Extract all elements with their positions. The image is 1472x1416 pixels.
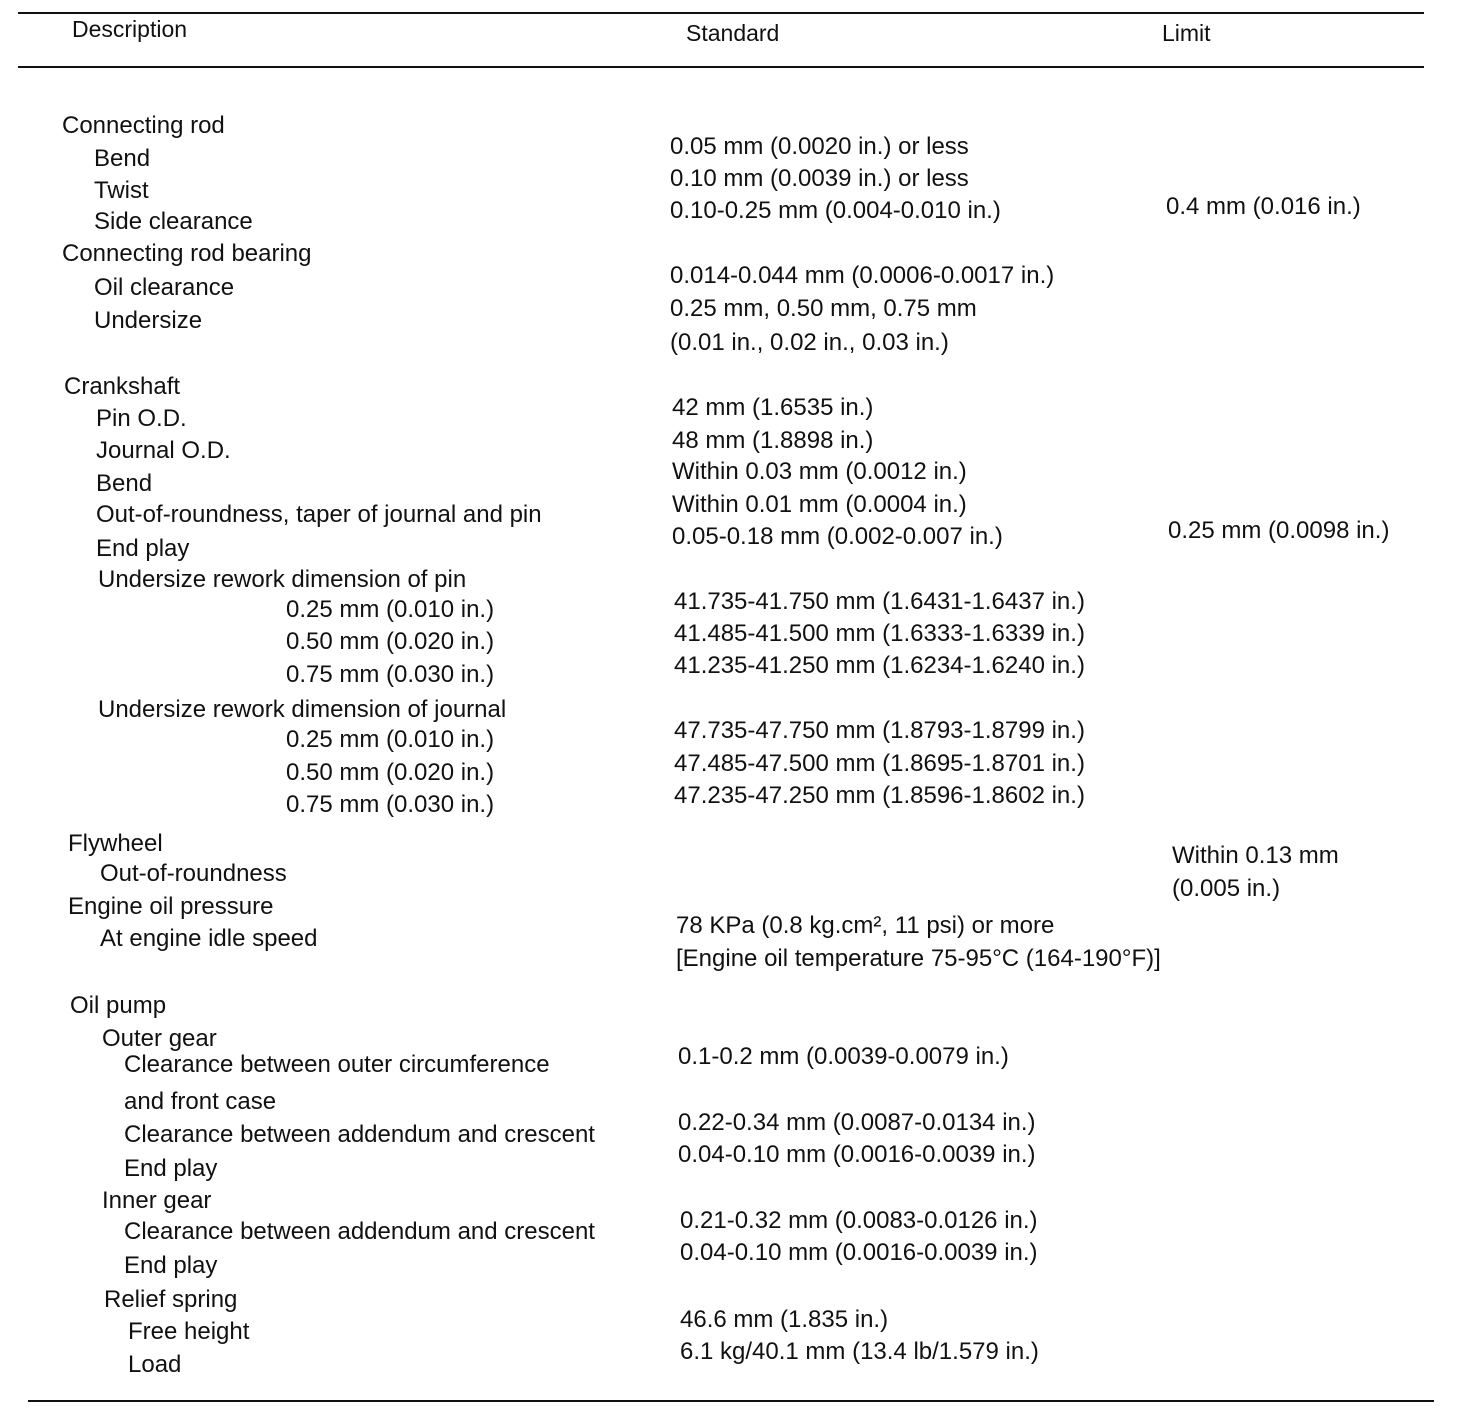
- standard-value: 42 mm (1.6535 in.): [672, 394, 874, 421]
- row-label: Flywheel: [68, 830, 163, 857]
- standard-value: (0.01 in., 0.02 in., 0.03 in.): [670, 329, 949, 356]
- bottom-rule: [28, 1400, 1434, 1402]
- standard-value: 41.235-41.250 mm (1.6234-1.6240 in.): [674, 652, 1085, 679]
- header-limit: Limit: [1162, 20, 1211, 46]
- standard-value: 41.735-41.750 mm (1.6431-1.6437 in.): [674, 588, 1085, 615]
- row-label: Out-of-roundness: [100, 860, 287, 887]
- row-label: 0.75 mm (0.030 in.): [286, 791, 495, 818]
- row-label: End play: [124, 1252, 218, 1279]
- row-label: 0.25 mm (0.010 in.): [286, 726, 495, 753]
- standard-value: 48 mm (1.8898 in.): [672, 427, 874, 454]
- standard-value: 0.04-0.10 mm (0.0016-0.0039 in.): [680, 1239, 1038, 1266]
- row-label: Oil clearance: [94, 274, 235, 301]
- standard-value: 0.05-0.18 mm (0.002-0.007 in.): [672, 523, 1003, 550]
- standard-value: 0.25 mm, 0.50 mm, 0.75 mm: [670, 295, 977, 322]
- standard-value: [Engine oil temperature 75-95°C (164-190°F)]: [676, 945, 1161, 972]
- standard-value: 78 KPa (0.8 kg.cm², 11 psi) or more: [676, 912, 1055, 939]
- row-label: Undersize rework dimension of journal: [98, 696, 507, 723]
- row-label: Oil pump: [70, 992, 167, 1019]
- row-label: At engine idle speed: [100, 925, 318, 952]
- row-label: Pin O.D.: [96, 405, 187, 432]
- standard-value: 47.485-47.500 mm (1.8695-1.8701 in.): [674, 750, 1085, 777]
- standard-value: 47.735-47.750 mm (1.8793-1.8799 in.): [674, 717, 1085, 744]
- row-label: Connecting rod: [62, 112, 225, 139]
- row-label: Side clearance: [94, 208, 253, 235]
- standard-value: 41.485-41.500 mm (1.6333-1.6339 in.): [674, 620, 1085, 647]
- row-label: Out-of-roundness, taper of journal and pin: [96, 501, 542, 528]
- row-label: Journal O.D.: [96, 437, 231, 464]
- standard-value: 0.05 mm (0.0020 in.) or less: [670, 133, 969, 160]
- row-label: Bend: [94, 145, 151, 172]
- standard-value: 0.1-0.2 mm (0.0039-0.0079 in.): [678, 1043, 1009, 1070]
- row-label: 0.75 mm (0.030 in.): [286, 661, 495, 688]
- row-label: End play: [124, 1155, 218, 1182]
- standard-value: 6.1 kg/40.1 mm (13.4 lb/1.579 in.): [680, 1338, 1039, 1365]
- row-label: Outer gear: [102, 1025, 217, 1052]
- standard-value: 0.04-0.10 mm (0.0016-0.0039 in.): [678, 1141, 1036, 1168]
- row-label: and front case: [124, 1088, 277, 1115]
- limit-value: 0.25 mm (0.0098 in.): [1168, 517, 1390, 544]
- row-label: 0.25 mm (0.010 in.): [286, 596, 495, 623]
- row-label: Undersize: [94, 307, 203, 334]
- row-label: Twist: [94, 177, 149, 204]
- row-label: Clearance between addendum and crescent: [124, 1121, 595, 1148]
- standard-value: Within 0.03 mm (0.0012 in.): [672, 458, 967, 485]
- header-description: Description: [72, 16, 188, 42]
- limit-value: 0.4 mm (0.016 in.): [1166, 193, 1361, 220]
- row-label: 0.50 mm (0.020 in.): [286, 759, 495, 786]
- row-label: Bend: [96, 470, 153, 497]
- row-label: Undersize rework dimension of pin: [98, 566, 467, 593]
- header-rule: [18, 66, 1424, 68]
- standard-value: Within 0.01 mm (0.0004 in.): [672, 491, 967, 518]
- standard-value: 0.22-0.34 mm (0.0087-0.0134 in.): [678, 1109, 1036, 1136]
- standard-value: 46.6 mm (1.835 in.): [680, 1306, 889, 1333]
- row-label: Crankshaft: [64, 373, 181, 400]
- row-label: Engine oil pressure: [68, 893, 274, 920]
- row-label: Clearance between addendum and crescent: [124, 1218, 595, 1245]
- row-label: Free height: [128, 1318, 250, 1345]
- row-label: Clearance between outer circumference: [124, 1051, 550, 1078]
- row-label: Connecting rod bearing: [62, 240, 312, 267]
- limit-value: (0.005 in.): [1172, 875, 1281, 902]
- row-label: End play: [96, 535, 190, 562]
- standard-value: 47.235-47.250 mm (1.8596-1.8602 in.): [674, 782, 1085, 809]
- top-rule: [18, 12, 1424, 14]
- standard-value: 0.10-0.25 mm (0.004-0.010 in.): [670, 197, 1001, 224]
- standard-value: 0.10 mm (0.0039 in.) or less: [670, 165, 969, 192]
- limit-value: Within 0.13 mm: [1172, 842, 1339, 869]
- standard-value: 0.21-0.32 mm (0.0083-0.0126 in.): [680, 1207, 1038, 1234]
- row-label: Relief spring: [104, 1286, 238, 1313]
- row-label: 0.50 mm (0.020 in.): [286, 628, 495, 655]
- standard-value: 0.014-0.044 mm (0.0006-0.0017 in.): [670, 262, 1055, 289]
- header-standard: Standard: [686, 20, 780, 46]
- row-label: Inner gear: [102, 1187, 212, 1214]
- row-label: Load: [128, 1351, 182, 1378]
